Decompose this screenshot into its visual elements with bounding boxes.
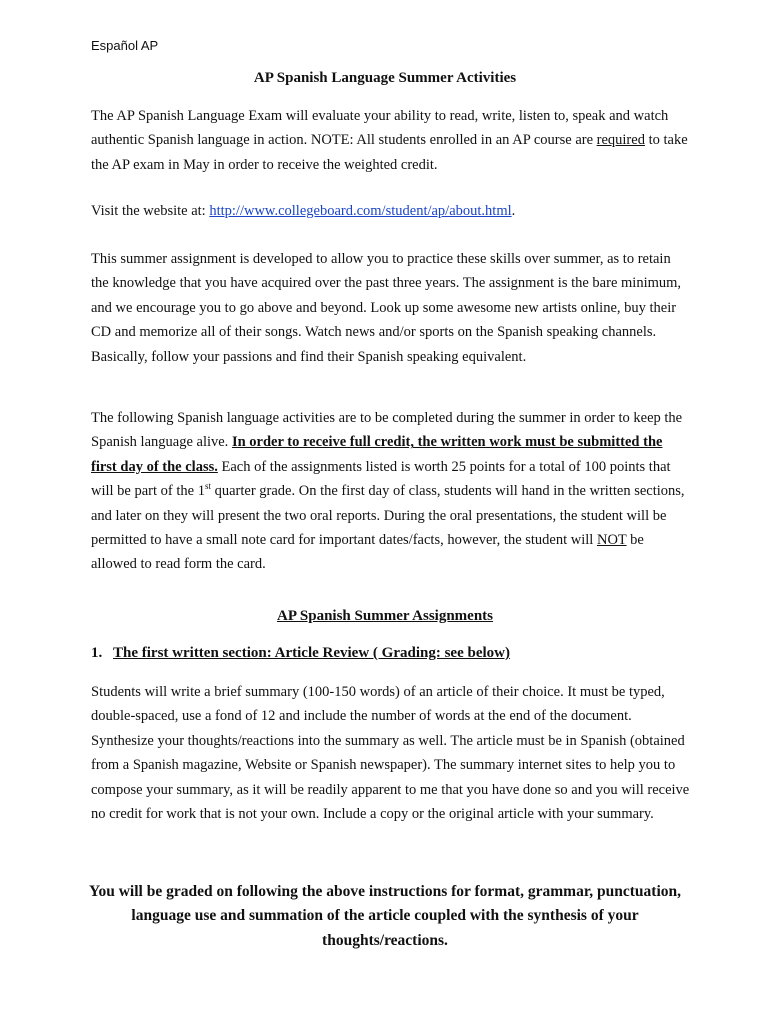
activities-text-4: be allowed to read form the card.	[91, 532, 644, 573]
document-title: AP Spanish Language Summer Activities	[253, 70, 517, 86]
grading-note: You will be graded on following the above instructions for format, grammar, punctuation, language use and summation of the article coupled with the synthesis of your thoughts/reactions.	[88, 883, 682, 949]
required-word: required	[596, 132, 645, 149]
intro-text-2: to take the AP exam in May in order to receive the weighted credit.	[91, 132, 688, 173]
intro-paragraph	[91, 104, 691, 177]
intro-text-1: The AP Spanish Language Exam will evaluate your ability to read, write, listen to, speak and watch authentic Spanish language in action. NOTE: All students enrolled in an AP course are	[91, 108, 669, 149]
collegeboard-link[interactable]: http://www.collegeboard.com/student/ap/about.html	[209, 203, 512, 219]
page-header: Español AP	[91, 38, 159, 53]
item-number: 1.	[91, 645, 103, 661]
visit-prefix: Visit the website at:	[91, 203, 210, 219]
activities-text-2: Each of the assignments listed is worth 25 points for a total of 100 points that will be part of the 1	[91, 458, 671, 500]
assignments-subheading: AP Spanish Summer Assignments	[276, 608, 494, 624]
assignment-purpose-paragraph: This summer assignment is developed to allow you to practice these skills over summer, as to retain the knowledge that you have acquired over the past three years. The assignment is the bare minimum, and we encourage you to go above and beyond. Look up some awesome new artists online, buy their CD and memorize all of their songs. Watch news and/or sports on the Spanish speaking channels. Basically, follow your passions and find their Spanish speaking equivalent.	[91, 251, 682, 365]
visit-suffix: .	[511, 203, 516, 219]
full-credit-notice: In order to receive full credit, the written work must be submitted the first day of the class.	[91, 434, 663, 475]
not-word: NOT	[596, 532, 627, 549]
item-label: The first written section: Article Review ( Grading: see below)	[113, 645, 510, 661]
article-review-paragraph: Students will write a brief summary (100-150 words) of an article of their choice. It must be typed, double-spaced, use a fond of 12 and include the number of words at the end of the document. Synthesize your thoughts/reactions into the summary as well. The article must be in Spanish (obtained from a Spanish magazine, Website or Spanish newspaper). The summary internet sites to help you to compose your summary, as it will be readily apparent to me that you have done so and you will receive no credit for work that is not your own. Include a copy or the original article with your summary.	[91, 684, 690, 823]
activities-text-1: The following Spanish language activities are to be completed during the summer in order to keep the Spanish language alive.	[91, 410, 683, 451]
assignment-item-1	[91, 645, 510, 662]
activities-paragraph	[91, 406, 691, 577]
ordinal-suffix: st	[204, 481, 211, 492]
visit-paragraph	[91, 199, 691, 223]
activities-text-3: quarter grade. On the first day of class, students will hand in the written sections, and later on they will present the two oral reports. During the oral presentations, the student will be permitted to have a small note card for important dates/facts, however, the student will	[91, 483, 685, 549]
